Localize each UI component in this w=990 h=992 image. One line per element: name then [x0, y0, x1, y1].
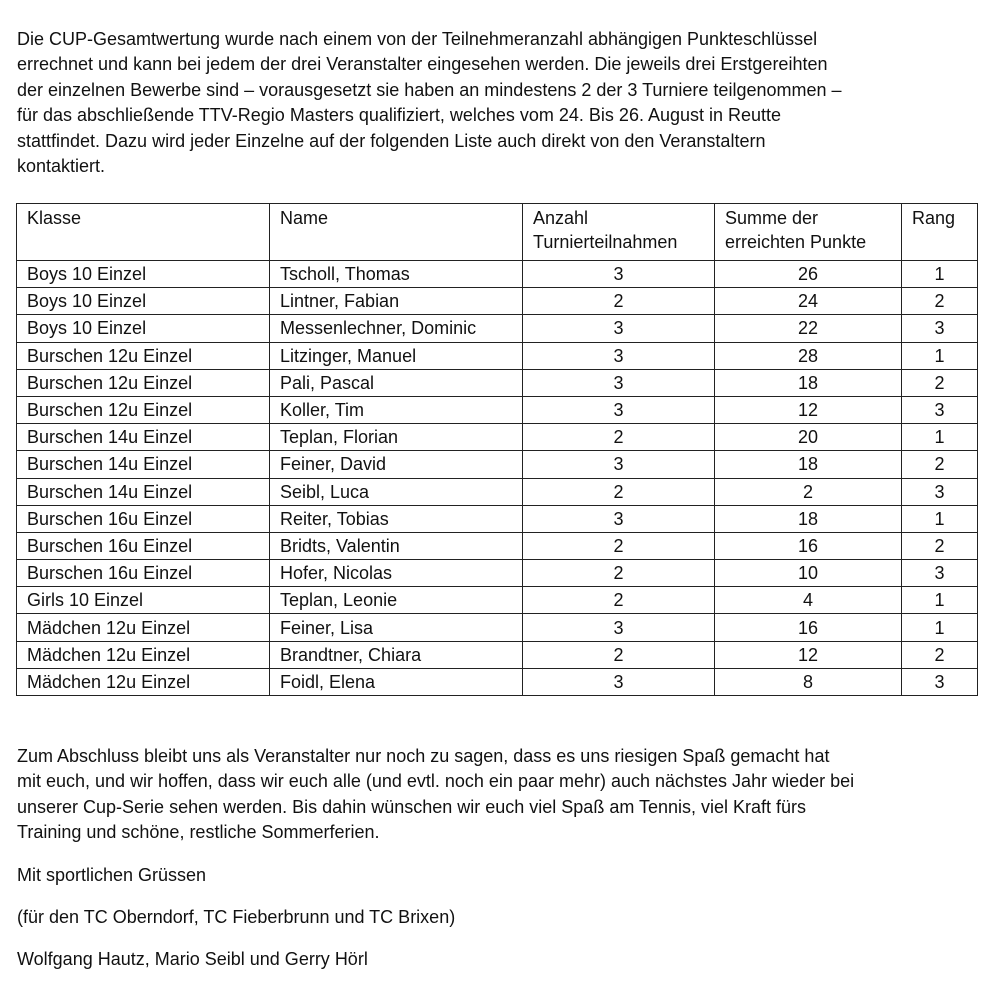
table-row [17, 587, 978, 614]
cell-rang: 1 [902, 614, 978, 641]
header-summe: Summe der erreichten Punkte [715, 204, 902, 261]
cell-klasse: Mädchen 12u Einzel [17, 614, 270, 641]
intro-line: für das abschließende TTV-Regio Masters qualifiziert, welches vom 24. Bis 26. August in Reutte [17, 105, 782, 126]
cell-summe: 18 [715, 505, 902, 532]
cell-summe: 18 [715, 451, 902, 478]
cell-summe: 10 [715, 560, 902, 587]
table-row [17, 342, 978, 369]
cell-rang: 2 [902, 532, 978, 559]
cell-anzahl: 2 [523, 478, 715, 505]
cell-anzahl: 2 [523, 424, 715, 451]
closing-line: mit euch, und wir hoffen, dass wir euch alle (und evtl. noch ein paar mehr) auch nächstes Jahr wieder bei [17, 771, 855, 792]
cell-summe: 12 [715, 641, 902, 668]
cell-anzahl: 2 [523, 560, 715, 587]
intro-line: errechnet und kann bei jedem der drei Veranstalter eingesehen werden. Die jeweils drei Erstgereihten [17, 54, 828, 75]
cell-name: Litzinger, Manuel [270, 342, 523, 369]
clubs-line: (für den TC Oberndorf, TC Fieberbrunn und TC Brixen) [17, 907, 456, 927]
table-row [17, 532, 978, 559]
cell-name: Foidl, Elena [270, 668, 523, 695]
cell-rang: 1 [902, 505, 978, 532]
cell-name: Pali, Pascal [270, 369, 523, 396]
cell-klasse: Girls 10 Einzel [17, 587, 270, 614]
table-row [17, 315, 978, 342]
cell-klasse: Burschen 14u Einzel [17, 478, 270, 505]
cell-summe: 22 [715, 315, 902, 342]
cell-name: Koller, Tim [270, 396, 523, 423]
cell-summe: 4 [715, 587, 902, 614]
table-row [17, 560, 978, 587]
cell-rang: 2 [902, 641, 978, 668]
cell-summe: 8 [715, 668, 902, 695]
cell-rang: 1 [902, 424, 978, 451]
cell-name: Teplan, Florian [270, 424, 523, 451]
cell-klasse: Boys 10 Einzel [17, 288, 270, 315]
intro-paragraph [17, 27, 967, 179]
cell-klasse: Boys 10 Einzel [17, 315, 270, 342]
cell-anzahl: 3 [523, 668, 715, 695]
cell-klasse: Mädchen 12u Einzel [17, 641, 270, 668]
cell-anzahl: 3 [523, 614, 715, 641]
signatories: Wolfgang Hautz, Mario Seibl und Gerry Hörl [17, 949, 368, 969]
table-body [17, 261, 978, 696]
cell-klasse: Burschen 12u Einzel [17, 342, 270, 369]
cell-rang: 1 [902, 261, 978, 288]
cell-name: Feiner, David [270, 451, 523, 478]
cell-summe: 24 [715, 288, 902, 315]
cell-summe: 28 [715, 342, 902, 369]
cell-name: Reiter, Tobias [270, 505, 523, 532]
cell-anzahl: 3 [523, 369, 715, 396]
cell-name: Hofer, Nicolas [270, 560, 523, 587]
table-row [17, 478, 978, 505]
cell-name: Brandtner, Chiara [270, 641, 523, 668]
cell-summe: 18 [715, 369, 902, 396]
cell-anzahl: 3 [523, 396, 715, 423]
cell-rang: 3 [902, 668, 978, 695]
table-row [17, 396, 978, 423]
cell-name: Feiner, Lisa [270, 614, 523, 641]
table-row [17, 641, 978, 668]
greeting: Mit sportlichen Grüssen [17, 865, 207, 885]
table-row [17, 668, 978, 695]
cell-anzahl: 2 [523, 587, 715, 614]
cell-name: Seibl, Luca [270, 478, 523, 505]
cell-anzahl: 3 [523, 505, 715, 532]
cell-rang: 1 [902, 342, 978, 369]
cell-anzahl: 3 [523, 315, 715, 342]
cell-summe: 26 [715, 261, 902, 288]
cell-rang: 2 [902, 451, 978, 478]
cell-klasse: Burschen 14u Einzel [17, 424, 270, 451]
cell-anzahl: 2 [523, 532, 715, 559]
cell-summe: 12 [715, 396, 902, 423]
cell-klasse: Burschen 16u Einzel [17, 532, 270, 559]
cell-anzahl: 3 [523, 261, 715, 288]
closing-line: unserer Cup-Serie sehen werden. Bis dahin wünschen wir euch viel Spaß am Tennis, viel Kraft fürs [17, 796, 807, 817]
cell-name: Teplan, Leonie [270, 587, 523, 614]
table-row [17, 505, 978, 532]
cell-summe: 20 [715, 424, 902, 451]
table-header-row [17, 204, 978, 261]
cell-anzahl: 3 [523, 451, 715, 478]
header-klasse: Klasse [17, 204, 270, 261]
cell-rang: 1 [902, 587, 978, 614]
cell-name: Tscholl, Thomas [270, 261, 523, 288]
results-table [16, 203, 978, 696]
cell-rang: 3 [902, 315, 978, 342]
cell-klasse: Boys 10 Einzel [17, 261, 270, 288]
cell-anzahl: 3 [523, 342, 715, 369]
cell-summe: 2 [715, 478, 902, 505]
header-name: Name [270, 204, 523, 261]
intro-line: kontaktiert. [17, 156, 106, 177]
cell-summe: 16 [715, 614, 902, 641]
cell-rang: 2 [902, 288, 978, 315]
cell-rang: 3 [902, 560, 978, 587]
cell-rang: 3 [902, 396, 978, 423]
closing-paragraph [17, 744, 972, 846]
table-row [17, 424, 978, 451]
closing-line: Training und schöne, restliche Sommerferien. [17, 822, 380, 843]
cell-name: Lintner, Fabian [270, 288, 523, 315]
cell-anzahl: 2 [523, 641, 715, 668]
header-anzahl: Anzahl Turnierteilnahmen [523, 204, 715, 261]
cell-rang: 2 [902, 369, 978, 396]
table-row [17, 288, 978, 315]
table-row [17, 451, 978, 478]
table-row [17, 369, 978, 396]
cell-klasse: Burschen 16u Einzel [17, 505, 270, 532]
cell-summe: 16 [715, 532, 902, 559]
closing-line: Zum Abschluss bleibt uns als Veranstalter nur noch zu sagen, dass es uns riesigen Spaß gemacht hat [17, 746, 830, 766]
cell-klasse: Burschen 12u Einzel [17, 396, 270, 423]
table-row [17, 261, 978, 288]
cell-anzahl: 2 [523, 288, 715, 315]
intro-line: der einzelnen Bewerbe sind – vorausgesetzt sie haben an mindestens 2 der 3 Turniere teilgenommen – [17, 79, 842, 100]
intro-line: Die CUP-Gesamtwertung wurde nach einem von der Teilnehmeranzahl abhängigen Punkteschlüssel [17, 29, 818, 49]
cell-klasse: Burschen 14u Einzel [17, 451, 270, 478]
cell-name: Messenlechner, Dominic [270, 315, 523, 342]
cell-rang: 3 [902, 478, 978, 505]
intro-line: stattfindet. Dazu wird jeder Einzelne auf der folgenden Liste auch direkt von den Veranstaltern [17, 130, 766, 151]
cell-klasse: Burschen 16u Einzel [17, 560, 270, 587]
header-rang: Rang [902, 204, 978, 261]
cell-name: Bridts, Valentin [270, 532, 523, 559]
cell-klasse: Mädchen 12u Einzel [17, 668, 270, 695]
cell-klasse: Burschen 12u Einzel [17, 369, 270, 396]
table-row [17, 614, 978, 641]
